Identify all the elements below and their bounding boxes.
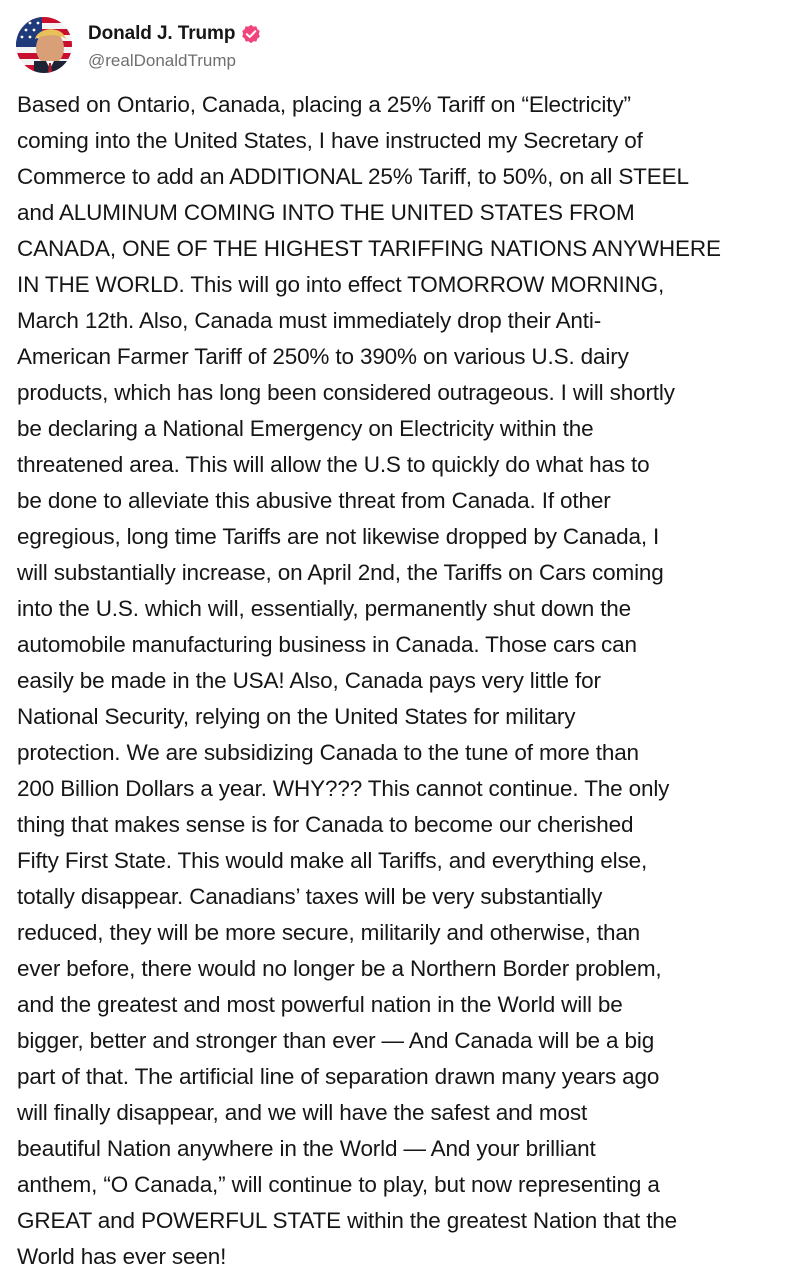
avatar-image — [16, 17, 72, 73]
post-header — [16, 16, 261, 74]
name-row — [88, 20, 261, 48]
author-display-name[interactable]: Donald J. Trump — [88, 22, 236, 44]
verified-badge-icon — [241, 24, 261, 44]
author-handle[interactable]: @realDonaldTrump — [88, 50, 236, 70]
post-body-text: Based on Ontario, Canada, placing a 25% Tariff on “Electricity” coming into the United States, I have instructed my Secretary of Commerce to add an ADDITIONAL 25% Tariff, to 50%, on all STEEL and ALUMINUM COMING INTO THE UNITED STATES FROM CANADA, ONE OF THE HIGHEST TARIFFING NATIONS ANYWHERE IN THE WORLD. This will go into effect TOMORROW MORNING, March 12th. Also, Canada must immediately drop their Anti- American Farmer Tariff of 250% to 390% on various U.S. dairy products, which has long been considered outrageous. I will shortly be declaring a National Emergency on Electricity within the threatened area. This will allow the U.S to quickly do what has to be done to alleviate this abusive threat from Canada. If other egregious, long time Tariffs are not likewise dropped by Canada, I will substantially increase, on April 2nd, the Tariffs on Cars coming into the U.S. which will, essentially, permanently shut down the automobile manufacturing business in Canada. Those cars can easily be made in the USA! Also, Canada pays very little for National Security, relying on the United States for military protection. We are subsidizing Canada to the tune of more than 200 Billion Dollars a year. WHY??? This cannot continue. The only thing that makes sense is for Canada to become our cherished Fifty First State. This would make all Tariffs, and everything else, totally disappear. Canadians’ taxes will be very substantially reduced, they will be more secure, militarily and otherwise, than ever before, there would no longer be a Northern Border problem, and the greatest and most powerful nation in the World will be bigger, better and stronger than ever — And Canada will be a big part of that. The artificial line of separation drawn many years ago will finally disappear, and we will have the safest and most beautiful Nation anywhere in the World — And your brilliant anthem, “O Canada,” will continue to play, but now representing a GREAT and POWERFUL STATE within the greatest Nation that the World has ever seen! — [17, 92, 721, 1269]
avatar[interactable] — [16, 17, 72, 73]
author-info — [88, 20, 261, 71]
